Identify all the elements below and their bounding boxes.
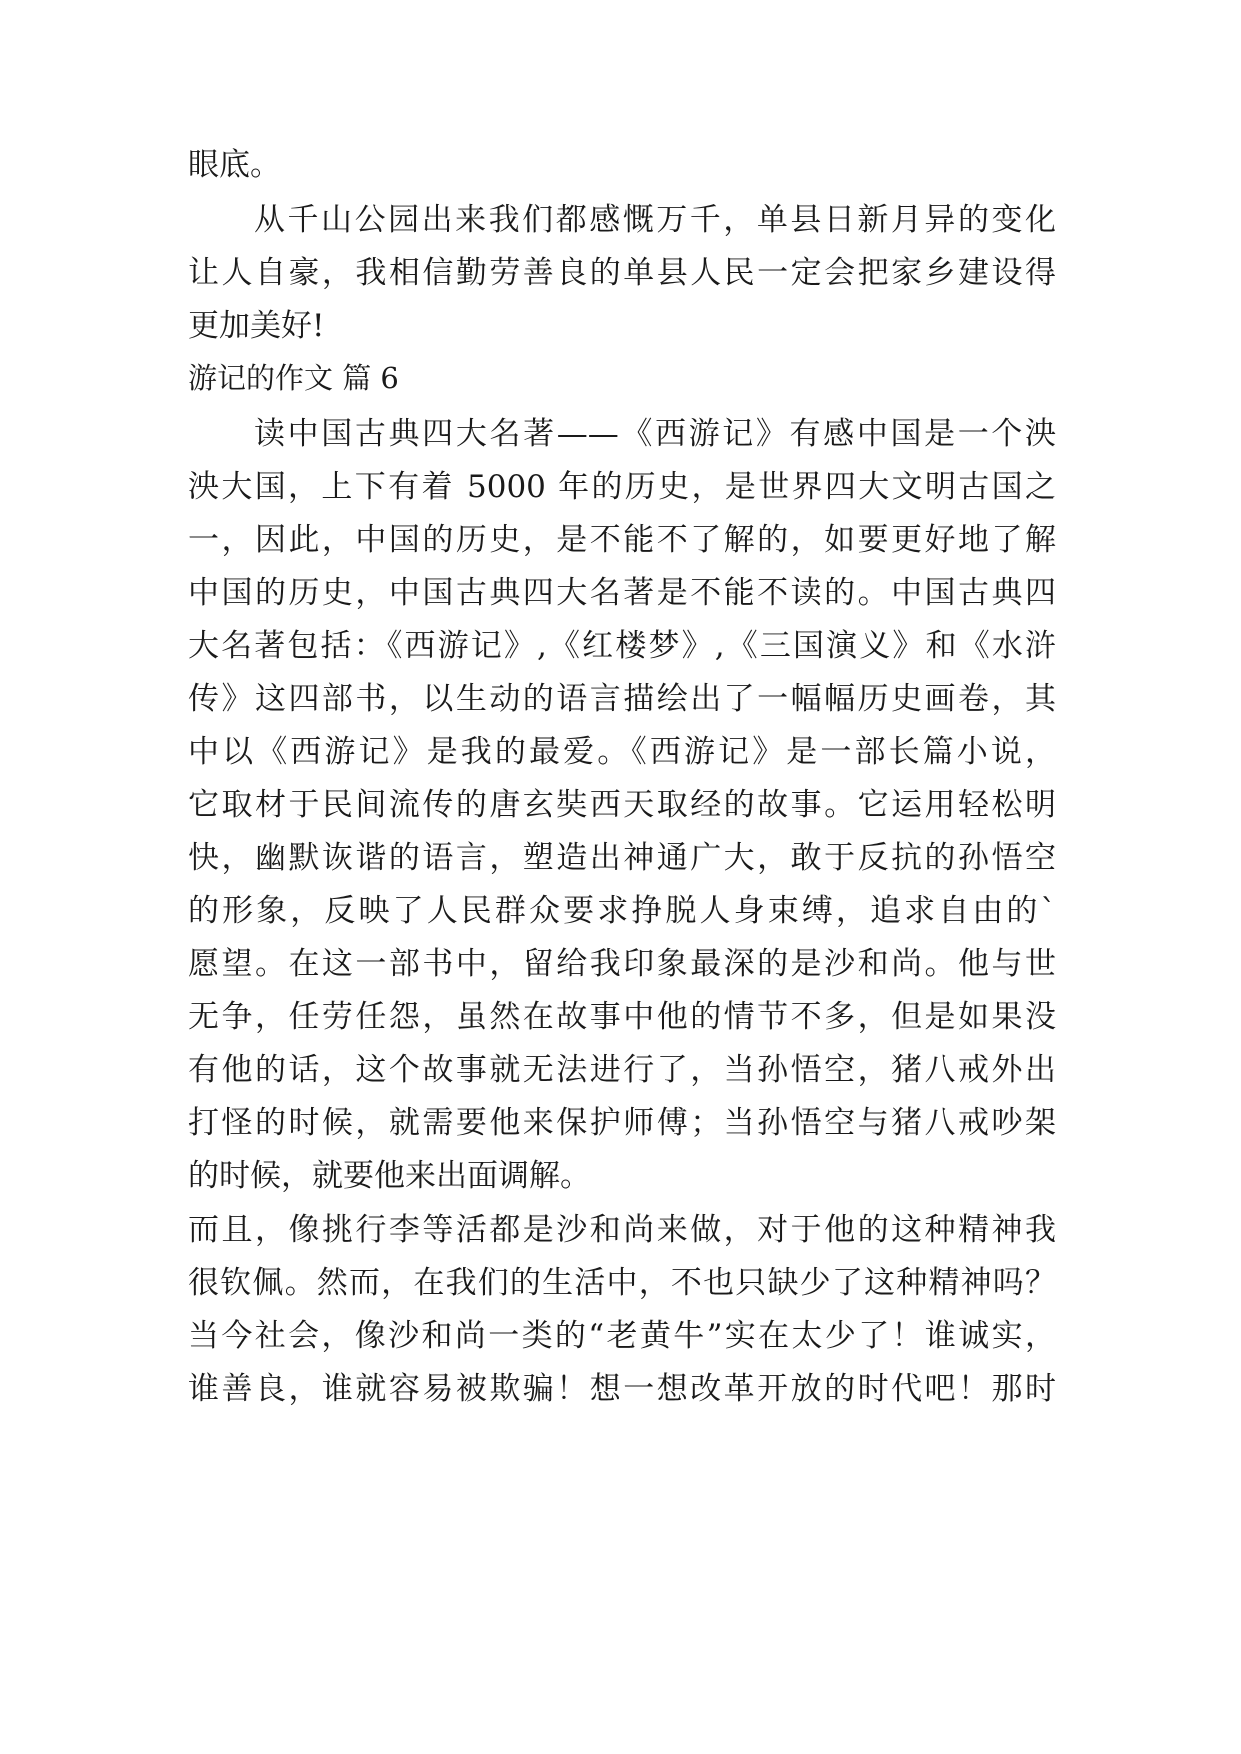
text-line: 愿望。在这一部书中，留给我印象最深的是沙和尚。他与世 bbox=[188, 946, 1056, 982]
text-line: 有他的话，这个故事就无法进行了，当孙悟空，猪八戒外出 bbox=[188, 1052, 1056, 1088]
text-line: 的形象，反映了人民群众要求挣脱人身束缚，追求自由的` bbox=[188, 893, 1056, 929]
text-line: 更加美好! bbox=[188, 308, 325, 344]
text-line: 从千山公园出来我们都感慨万千，单县日新月异的变化 bbox=[254, 202, 1056, 238]
text-line: 中国的历史，中国古典四大名著是不能不读的。中国古典四 bbox=[188, 575, 1056, 611]
text-line: 大名著包括：《西游记》,《红楼梦》,《三国演义》和《水浒 bbox=[188, 628, 1056, 664]
text-line: 很钦佩。然而，在我们的生活中，不也只缺少了这种精神吗？ bbox=[188, 1265, 1056, 1301]
text-line: 眼底。 bbox=[188, 147, 281, 183]
text-line: 无争，任劳任怨，虽然在故事中他的情节不多，但是如果没 bbox=[188, 999, 1056, 1035]
text-line: 当今社会，像沙和尚一类的“老黄牛”实在太少了！谁诚实， bbox=[188, 1318, 1056, 1354]
text-line: 的时候，就要他来出面调解。 bbox=[188, 1158, 591, 1194]
text-line: 打怪的时候，就需要他来保护师傅；当孙悟空与猪八戒吵架 bbox=[188, 1105, 1056, 1141]
text-line: 读中国古典四大名著——《西游记》有感中国是一个泱 bbox=[254, 416, 1056, 452]
text-line: 一，因此，中国的历史，是不能不了解的，如要更好地了解 bbox=[188, 522, 1056, 558]
section-heading: 游记的作文 篇 6 bbox=[188, 361, 399, 395]
text-line: 快，幽默诙谐的语言，塑造出神通广大，敢于反抗的孙悟空 bbox=[188, 840, 1056, 876]
text-line: 中以《西游记》是我的最爱。《西游记》是一部长篇小说， bbox=[188, 734, 1056, 770]
text-line: 传》这四部书，以生动的语言描绘出了一幅幅历史画卷，其 bbox=[188, 681, 1056, 717]
text-line: 而且，像挑行李等活都是沙和尚来做，对于他的这种精神我 bbox=[188, 1212, 1056, 1248]
text-line: 让人自豪，我相信勤劳善良的单县人民一定会把家乡建设得 bbox=[188, 255, 1056, 291]
text-line: 谁善良，谁就容易被欺骗！想一想改革开放的时代吧！那时 bbox=[188, 1371, 1056, 1407]
text-line: 泱大国，上下有着 5000 年的历史，是世界四大文明古国之 bbox=[188, 469, 1056, 505]
text-line: 它取材于民间流传的唐玄奘西天取经的故事。它运用轻松明 bbox=[188, 787, 1056, 823]
